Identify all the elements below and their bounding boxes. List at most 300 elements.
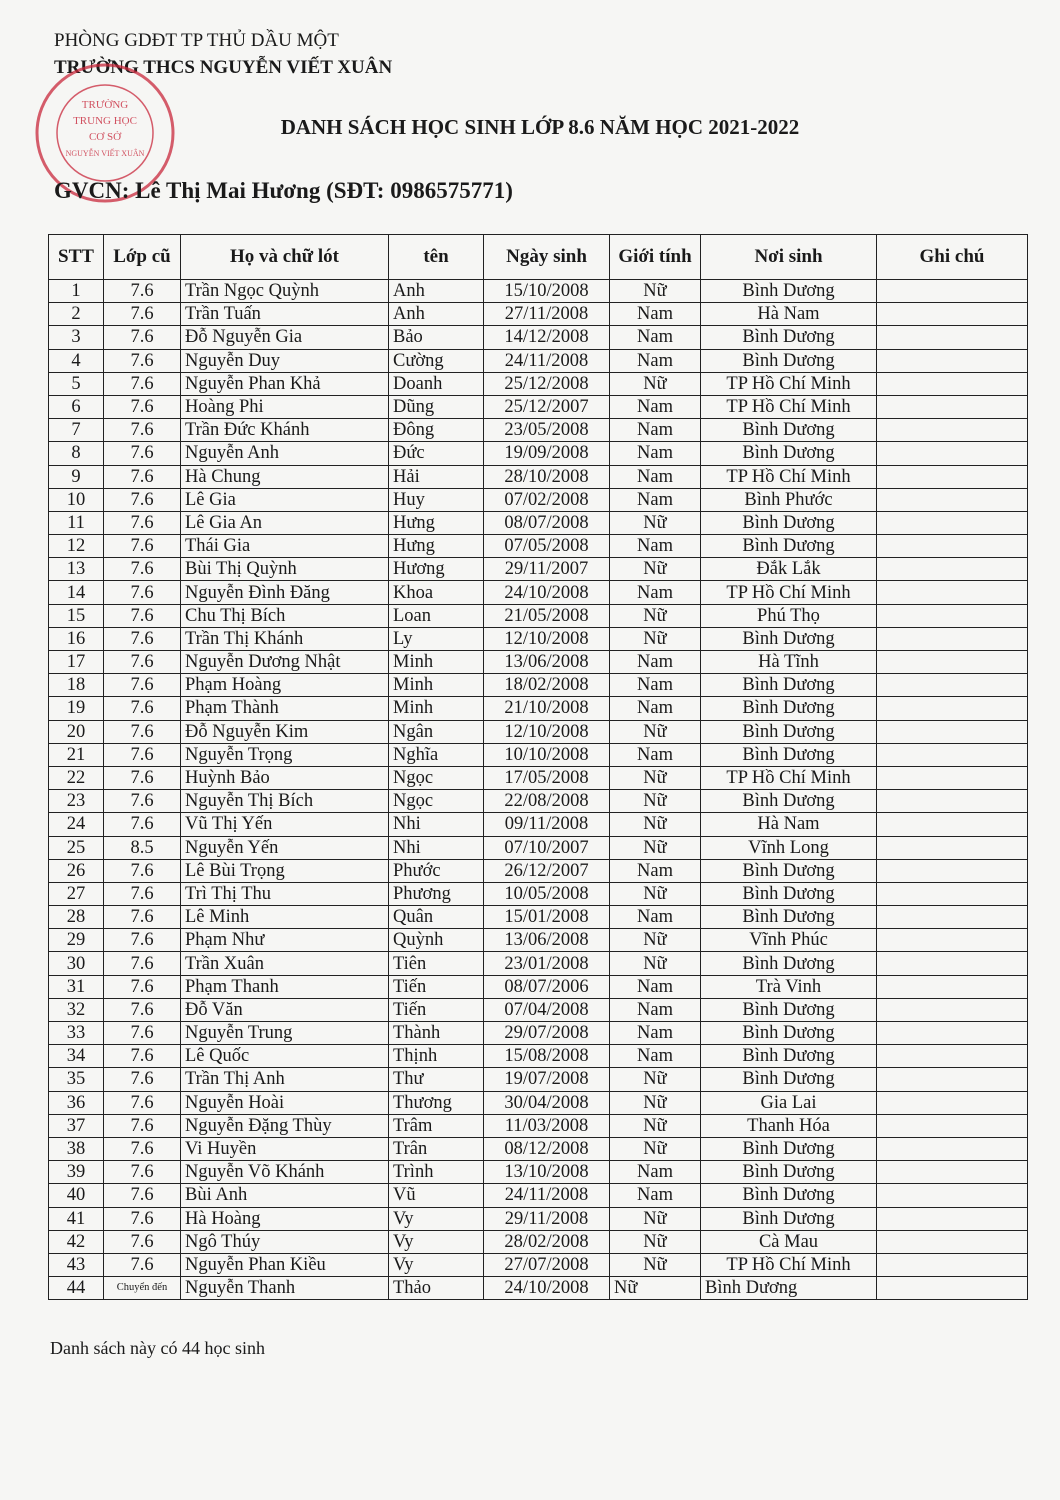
- stamp-line-2: TRUNG HỌC: [73, 115, 137, 127]
- table-cell: 09/11/2008: [484, 813, 610, 836]
- table-cell: 7.6: [104, 558, 181, 581]
- table-cell: Quỳnh: [389, 929, 484, 952]
- table-cell: 7.6: [104, 465, 181, 488]
- table-cell: 27/11/2008: [484, 303, 610, 326]
- table-cell: 07/04/2008: [484, 998, 610, 1021]
- table-cell: Vy: [389, 1230, 484, 1253]
- table-cell: 8.5: [104, 836, 181, 859]
- table-row: [49, 1045, 1028, 1068]
- table-cell: 18/02/2008: [484, 674, 610, 697]
- table-row: [49, 674, 1028, 697]
- table-cell: 9: [49, 465, 104, 488]
- table-cell: [877, 766, 1028, 789]
- table-cell: 7.6: [104, 720, 181, 743]
- table-cell: Nam: [610, 488, 701, 511]
- table-cell: 24/10/2008: [484, 581, 610, 604]
- table-cell: Bùi Thị Quỳnh: [181, 558, 389, 581]
- table-cell: Thảo: [389, 1277, 484, 1300]
- table-cell: [877, 488, 1028, 511]
- table-cell: Nam: [610, 1022, 701, 1045]
- homeroom-teacher: GVCN: Lê Thị Mai Hương (SĐT: 0986575771): [54, 178, 513, 203]
- table-cell: [877, 558, 1028, 581]
- table-cell: 7.6: [104, 998, 181, 1021]
- table-cell: 29/07/2008: [484, 1022, 610, 1045]
- footer-note: Danh sách này có 44 học sinh: [50, 1338, 265, 1358]
- table-cell: 7.6: [104, 1022, 181, 1045]
- table-cell: [877, 1184, 1028, 1207]
- column-header: Ngày sinh: [484, 235, 610, 280]
- table-cell: 7.6: [104, 280, 181, 303]
- table-cell: [877, 326, 1028, 349]
- table-cell: Bình Dương: [701, 349, 877, 372]
- table-cell: 1: [49, 280, 104, 303]
- table-cell: Đỗ Nguyễn Kim: [181, 720, 389, 743]
- table-cell: 8: [49, 442, 104, 465]
- table-cell: 31: [49, 975, 104, 998]
- table-cell: Nguyễn Đình Đăng: [181, 581, 389, 604]
- table-cell: Cà Mau: [701, 1230, 877, 1253]
- table-cell: Bình Dương: [701, 674, 877, 697]
- table-cell: Nữ: [610, 952, 701, 975]
- table-row: [49, 535, 1028, 558]
- table-cell: [877, 882, 1028, 905]
- table-row: [49, 465, 1028, 488]
- table-row: [49, 442, 1028, 465]
- table-cell: Nữ: [610, 813, 701, 836]
- table-cell: 10/05/2008: [484, 882, 610, 905]
- table-cell: 21: [49, 743, 104, 766]
- table-cell: 37: [49, 1114, 104, 1137]
- table-cell: 30/04/2008: [484, 1091, 610, 1114]
- table-cell: Chuyển đến: [104, 1277, 181, 1300]
- table-cell: 08/07/2008: [484, 511, 610, 534]
- table-cell: Nhi: [389, 813, 484, 836]
- table-row: [49, 1137, 1028, 1160]
- table-cell: 10/10/2008: [484, 743, 610, 766]
- table-cell: Vĩnh Phúc: [701, 929, 877, 952]
- table-cell: Khoa: [389, 581, 484, 604]
- table-cell: 08/07/2006: [484, 975, 610, 998]
- table-cell: Nguyễn Yến: [181, 836, 389, 859]
- table-cell: Nguyễn Võ Khánh: [181, 1161, 389, 1184]
- table-cell: 44: [49, 1277, 104, 1300]
- table-row: [49, 1114, 1028, 1137]
- table-cell: Nam: [610, 303, 701, 326]
- table-cell: Hà Tĩnh: [701, 651, 877, 674]
- table-cell: Bình Dương: [701, 1045, 877, 1068]
- table-cell: Bình Dương: [701, 743, 877, 766]
- table-cell: 29: [49, 929, 104, 952]
- table-cell: Nữ: [610, 372, 701, 395]
- table-cell: Bình Dương: [701, 627, 877, 650]
- table-cell: Gia Lai: [701, 1091, 877, 1114]
- table-cell: [877, 790, 1028, 813]
- table-cell: 42: [49, 1230, 104, 1253]
- table-cell: Đông: [389, 419, 484, 442]
- table-cell: 7.6: [104, 372, 181, 395]
- table-cell: Thịnh: [389, 1045, 484, 1068]
- table-cell: [877, 836, 1028, 859]
- table-cell: Nam: [610, 1184, 701, 1207]
- table-cell: [877, 998, 1028, 1021]
- table-cell: 26: [49, 859, 104, 882]
- table-cell: [877, 442, 1028, 465]
- table-cell: Nguyễn Thanh: [181, 1277, 389, 1300]
- table-cell: [877, 720, 1028, 743]
- table-cell: 7.6: [104, 1137, 181, 1160]
- table-cell: 15/10/2008: [484, 280, 610, 303]
- table-cell: 13/10/2008: [484, 1161, 610, 1184]
- table-cell: TP Hồ Chí Minh: [701, 372, 877, 395]
- table-cell: Bình Dương: [701, 906, 877, 929]
- table-cell: 23/05/2008: [484, 419, 610, 442]
- table-cell: Bình Dương: [701, 1161, 877, 1184]
- table-cell: Thương: [389, 1091, 484, 1114]
- table-row: [49, 743, 1028, 766]
- table-row: [49, 766, 1028, 789]
- table-cell: 29/11/2007: [484, 558, 610, 581]
- table-cell: 24: [49, 813, 104, 836]
- table-cell: Thanh Hóa: [701, 1114, 877, 1137]
- table-cell: 38: [49, 1137, 104, 1160]
- table-cell: Vi Huyền: [181, 1137, 389, 1160]
- table-row: [49, 372, 1028, 395]
- table-cell: Lê Gia An: [181, 511, 389, 534]
- table-cell: 27: [49, 882, 104, 905]
- table-cell: 7.6: [104, 859, 181, 882]
- table-cell: Bình Dương: [701, 326, 877, 349]
- table-cell: 12/10/2008: [484, 720, 610, 743]
- table-cell: 34: [49, 1045, 104, 1068]
- table-cell: 36: [49, 1091, 104, 1114]
- table-cell: [877, 1114, 1028, 1137]
- table-cell: 17/05/2008: [484, 766, 610, 789]
- table-cell: Bình Dương: [701, 1022, 877, 1045]
- table-cell: [877, 906, 1028, 929]
- table-cell: Hải: [389, 465, 484, 488]
- column-header: Họ và chữ lót: [181, 235, 389, 280]
- table-cell: Trần Ngọc Quỳnh: [181, 280, 389, 303]
- table-cell: 7.6: [104, 326, 181, 349]
- table-cell: 15/01/2008: [484, 906, 610, 929]
- table-cell: [877, 1068, 1028, 1091]
- table-cell: 7.6: [104, 651, 181, 674]
- table-cell: 25/12/2008: [484, 372, 610, 395]
- table-cell: 3: [49, 326, 104, 349]
- table-cell: Bùi Anh: [181, 1184, 389, 1207]
- table-row: [49, 1207, 1028, 1230]
- table-cell: Chu Thị Bích: [181, 604, 389, 627]
- table-cell: Nguyễn Phan Kiều: [181, 1253, 389, 1276]
- table-cell: TP Hồ Chí Minh: [701, 465, 877, 488]
- table-cell: Trần Đức Khánh: [181, 419, 389, 442]
- table-cell: [877, 395, 1028, 418]
- table-cell: TP Hồ Chí Minh: [701, 395, 877, 418]
- table-row: [49, 395, 1028, 418]
- table-cell: TP Hồ Chí Minh: [701, 766, 877, 789]
- table-row: [49, 1184, 1028, 1207]
- table-cell: Nguyễn Dương Nhật: [181, 651, 389, 674]
- table-cell: Nữ: [610, 1277, 701, 1300]
- table-cell: 7.6: [104, 697, 181, 720]
- table-cell: 21/10/2008: [484, 697, 610, 720]
- table-row: [49, 1161, 1028, 1184]
- table-cell: Trà Vinh: [701, 975, 877, 998]
- table-cell: Nữ: [610, 1207, 701, 1230]
- table-cell: Bình Dương: [701, 952, 877, 975]
- school-name: TRƯỜNG THCS NGUYỄN VIẾT XUÂN: [54, 57, 393, 78]
- table-cell: Nam: [610, 326, 701, 349]
- table-cell: 23/01/2008: [484, 952, 610, 975]
- table-cell: 16: [49, 627, 104, 650]
- table-cell: [877, 813, 1028, 836]
- table-cell: 28/02/2008: [484, 1230, 610, 1253]
- table-cell: 7.6: [104, 511, 181, 534]
- table-cell: Hưng: [389, 511, 484, 534]
- table-cell: 15/08/2008: [484, 1045, 610, 1068]
- table-cell: [877, 1137, 1028, 1160]
- table-row: [49, 906, 1028, 929]
- table-cell: [877, 372, 1028, 395]
- table-cell: Nhi: [389, 836, 484, 859]
- table-row: [49, 1091, 1028, 1114]
- table-row: [49, 280, 1028, 303]
- table-cell: Đắk Lắk: [701, 558, 877, 581]
- table-cell: Đỗ Văn: [181, 998, 389, 1021]
- table-cell: Nữ: [610, 280, 701, 303]
- table-cell: 18: [49, 674, 104, 697]
- table-cell: 28: [49, 906, 104, 929]
- table-cell: 7.6: [104, 1230, 181, 1253]
- table-cell: Trình: [389, 1161, 484, 1184]
- table-cell: [877, 465, 1028, 488]
- table-cell: 08/12/2008: [484, 1137, 610, 1160]
- table-cell: Bình Dương: [701, 882, 877, 905]
- table-cell: TP Hồ Chí Minh: [701, 581, 877, 604]
- table-cell: Dũng: [389, 395, 484, 418]
- table-cell: Phú Thọ: [701, 604, 877, 627]
- table-cell: 23: [49, 790, 104, 813]
- table-cell: Nữ: [610, 766, 701, 789]
- table-cell: 39: [49, 1161, 104, 1184]
- table-cell: Vy: [389, 1253, 484, 1276]
- table-cell: Loan: [389, 604, 484, 627]
- table-cell: Phạm Thành: [181, 697, 389, 720]
- table-cell: 2: [49, 303, 104, 326]
- table-cell: [877, 651, 1028, 674]
- table-cell: [877, 1091, 1028, 1114]
- table-cell: Nguyễn Đặng Thùy: [181, 1114, 389, 1137]
- table-cell: [877, 627, 1028, 650]
- table-cell: Vĩnh Long: [701, 836, 877, 859]
- table-cell: 7.6: [104, 929, 181, 952]
- table-cell: Lê Bùi Trọng: [181, 859, 389, 882]
- table-cell: Minh: [389, 674, 484, 697]
- table-cell: Hưng: [389, 535, 484, 558]
- table-cell: Lê Gia: [181, 488, 389, 511]
- table-cell: 5: [49, 372, 104, 395]
- table-cell: Minh: [389, 697, 484, 720]
- table-cell: Thái Gia: [181, 535, 389, 558]
- table-cell: Phạm Như: [181, 929, 389, 952]
- table-cell: Bình Dương: [701, 1207, 877, 1230]
- table-cell: Trần Tuấn: [181, 303, 389, 326]
- table-cell: 21/05/2008: [484, 604, 610, 627]
- table-row: [49, 488, 1028, 511]
- table-cell: Nam: [610, 859, 701, 882]
- table-cell: 7.6: [104, 395, 181, 418]
- table-cell: 7.6: [104, 1045, 181, 1068]
- table-cell: Nam: [610, 349, 701, 372]
- table-cell: [877, 743, 1028, 766]
- table-cell: Nữ: [610, 1253, 701, 1276]
- table-cell: Vũ: [389, 1184, 484, 1207]
- table-cell: Bình Dương: [701, 720, 877, 743]
- table-cell: Bình Dương: [701, 1184, 877, 1207]
- table-cell: [877, 511, 1028, 534]
- table-cell: Nam: [610, 465, 701, 488]
- table-cell: Nữ: [610, 790, 701, 813]
- table-cell: 7.6: [104, 1068, 181, 1091]
- table-cell: 17: [49, 651, 104, 674]
- table-cell: Hoàng Phi: [181, 395, 389, 418]
- table-cell: Doanh: [389, 372, 484, 395]
- table-cell: 43: [49, 1253, 104, 1276]
- table-cell: 7.6: [104, 813, 181, 836]
- table-row: [49, 1068, 1028, 1091]
- table-cell: [877, 419, 1028, 442]
- table-cell: 14/12/2008: [484, 326, 610, 349]
- table-cell: 24/10/2008: [484, 1277, 610, 1300]
- table-cell: Nữ: [610, 1114, 701, 1137]
- table-cell: 7.6: [104, 1091, 181, 1114]
- table-row: [49, 952, 1028, 975]
- table-cell: Bình Dương: [701, 280, 877, 303]
- table-cell: [877, 859, 1028, 882]
- table-cell: Nghĩa: [389, 743, 484, 766]
- table-cell: Ngọc: [389, 790, 484, 813]
- table-cell: 40: [49, 1184, 104, 1207]
- table-cell: 10: [49, 488, 104, 511]
- table-cell: Thư: [389, 1068, 484, 1091]
- table-cell: Bình Dương: [701, 511, 877, 534]
- column-header: STT: [49, 235, 104, 280]
- table-cell: 07/10/2007: [484, 836, 610, 859]
- table-cell: Bình Dương: [701, 998, 877, 1021]
- table-cell: Phương: [389, 882, 484, 905]
- table-cell: Ly: [389, 627, 484, 650]
- table-cell: 25/12/2007: [484, 395, 610, 418]
- table-cell: [877, 604, 1028, 627]
- table-cell: Phạm Thanh: [181, 975, 389, 998]
- table-cell: 6: [49, 395, 104, 418]
- table-cell: Nam: [610, 535, 701, 558]
- table-cell: Hà Nam: [701, 813, 877, 836]
- table-cell: 7.6: [104, 906, 181, 929]
- table-cell: [877, 1253, 1028, 1276]
- table-cell: [877, 1230, 1028, 1253]
- table-cell: 7.6: [104, 766, 181, 789]
- table-row: [49, 720, 1028, 743]
- table-cell: Bảo: [389, 326, 484, 349]
- table-cell: Trần Thị Khánh: [181, 627, 389, 650]
- table-row: [49, 303, 1028, 326]
- column-header: tên: [389, 235, 484, 280]
- table-cell: 41: [49, 1207, 104, 1230]
- table-cell: 27/07/2008: [484, 1253, 610, 1276]
- table-cell: Huỳnh Bảo: [181, 766, 389, 789]
- table-cell: 07/05/2008: [484, 535, 610, 558]
- table-cell: Trần Thị Anh: [181, 1068, 389, 1091]
- table-cell: 30: [49, 952, 104, 975]
- table-cell: Hà Chung: [181, 465, 389, 488]
- table-row: [49, 1277, 1028, 1300]
- table-row: [49, 882, 1028, 905]
- table-row: [49, 998, 1028, 1021]
- table-cell: Ngân: [389, 720, 484, 743]
- table-cell: Nam: [610, 906, 701, 929]
- table-cell: [877, 535, 1028, 558]
- table-cell: Nguyễn Anh: [181, 442, 389, 465]
- table-cell: [877, 349, 1028, 372]
- table-header-row: [49, 235, 1028, 280]
- column-header: Lớp cũ: [104, 235, 181, 280]
- table-cell: Đức: [389, 442, 484, 465]
- table-cell: 11: [49, 511, 104, 534]
- table-row: [49, 511, 1028, 534]
- table-cell: 12/10/2008: [484, 627, 610, 650]
- table-cell: [877, 929, 1028, 952]
- table-cell: Huy: [389, 488, 484, 511]
- table-cell: [877, 1207, 1028, 1230]
- table-cell: Anh: [389, 280, 484, 303]
- table-cell: 19: [49, 697, 104, 720]
- table-cell: [877, 1022, 1028, 1045]
- table-cell: 7.6: [104, 488, 181, 511]
- table-cell: 7.6: [104, 1184, 181, 1207]
- table-row: [49, 419, 1028, 442]
- table-cell: Phạm Hoàng: [181, 674, 389, 697]
- table-cell: Nữ: [610, 929, 701, 952]
- table-row: [49, 326, 1028, 349]
- table-cell: Nam: [610, 998, 701, 1021]
- table-row: [49, 349, 1028, 372]
- table-cell: 7.6: [104, 349, 181, 372]
- table-cell: [877, 1045, 1028, 1068]
- table-cell: Nữ: [610, 1230, 701, 1253]
- table-row: [49, 558, 1028, 581]
- table-cell: TP Hồ Chí Minh: [701, 1253, 877, 1276]
- table-row: [49, 790, 1028, 813]
- table-cell: 7.6: [104, 1207, 181, 1230]
- table-cell: Nữ: [610, 1137, 701, 1160]
- table-cell: Nữ: [610, 558, 701, 581]
- table-cell: Ngọc: [389, 766, 484, 789]
- table-cell: 13/06/2008: [484, 651, 610, 674]
- table-cell: Nữ: [610, 720, 701, 743]
- column-header: Ghi chú: [877, 235, 1028, 280]
- table-cell: [877, 1277, 1028, 1300]
- table-cell: 33: [49, 1022, 104, 1045]
- table-cell: Vy: [389, 1207, 484, 1230]
- table-cell: 7.6: [104, 882, 181, 905]
- table-cell: 35: [49, 1068, 104, 1091]
- table-cell: Trâm: [389, 1114, 484, 1137]
- column-header: Nơi sinh: [701, 235, 877, 280]
- table-cell: Trân: [389, 1137, 484, 1160]
- table-cell: [877, 674, 1028, 697]
- table-cell: Tiến: [389, 975, 484, 998]
